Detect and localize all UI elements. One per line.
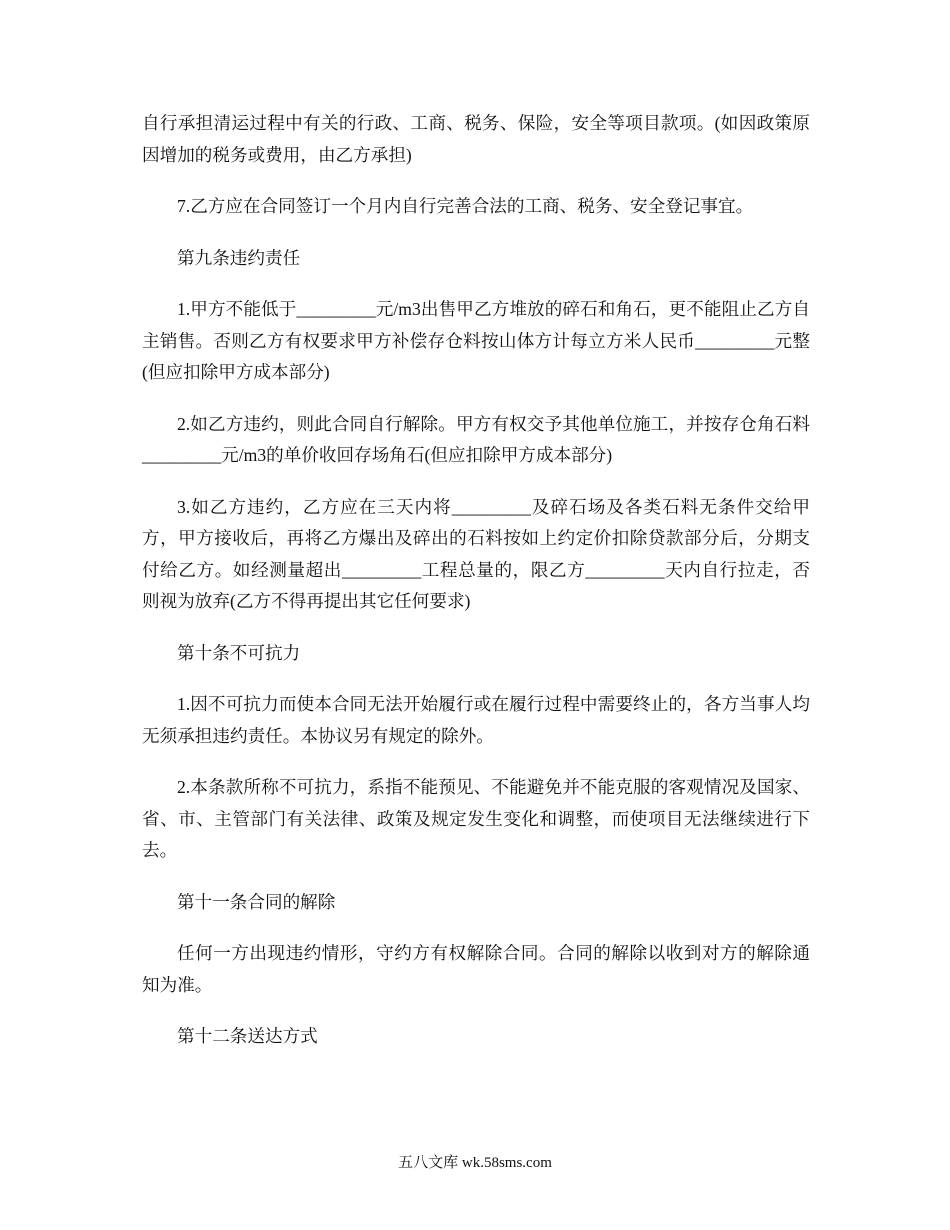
paragraph-article-9-item-1: 1.甲方不能低于_________元/m3出售甲乙方堆放的碎石和角石，更不能阻止乙方自主销售。否则乙方有权要求甲方补偿存仓料按山体方计每立方米人民币_________元整(但应扣除甲方成本部分) [142,299,810,382]
paragraph-clause-7: 7.乙方应在合同签订一个月内自行完善合法的工商、税务、安全登记事宜。 [177,196,754,216]
heading-article-10: 第十条不可抗力 [177,642,301,663]
page-footer: 五八文库 wk.58sms.com [398,1155,552,1171]
paragraph-article-9-item-2: 2.如乙方违约，则此合同自行解除。甲方有权交予其他单位施工，并按存仓角石料_________元/m3的单价收回存场角石(但应扣除甲方成本部分) [142,413,810,465]
paragraph-article-10-item-2: 2.本条款所称不可抗力，系指不能预见、不能避免并不能克服的客观情况及国家、省、市、主管部门有关法律、政策及规定发生变化和调整，而使项目无法继续进行下去。 [142,777,810,860]
paragraph-continuation: 自行承担清运过程中有关的行政、工商、税务、保险，安全等项目款项。(如因政策原因增加的税务或费用，由乙方承担) [142,113,810,165]
paragraph-article-10-item-1: 1.因不可抗力而使本合同无法开始履行或在履行过程中需要终止的，各方当事人均无须承担违约责任。本协议另有规定的除外。 [142,694,810,746]
heading-article-9: 第九条违约责任 [177,247,301,268]
paragraph-article-9-item-3: 3.如乙方违约，乙方应在三天内将_________及碎石场及各类石料无条件交给甲方，甲方接收后，再将乙方爆出及碎出的石料按如上约定价扣除贷款部分后，分期支付给乙方。如经测量超出_________工程总量的，限乙方_________天内自行拉走，否则视为放弃(乙方不得再提出其它任何要求) [142,496,810,611]
heading-article-12: 第十二条送达方式 [177,1026,318,1046]
document-body [142,108,810,1073]
heading-article-11: 第十一条合同的解除 [177,891,336,912]
paragraph-article-11: 任何一方出现违约情形，守约方有权解除合同。合同的解除以收到对方的解除通知为准。 [142,943,810,995]
